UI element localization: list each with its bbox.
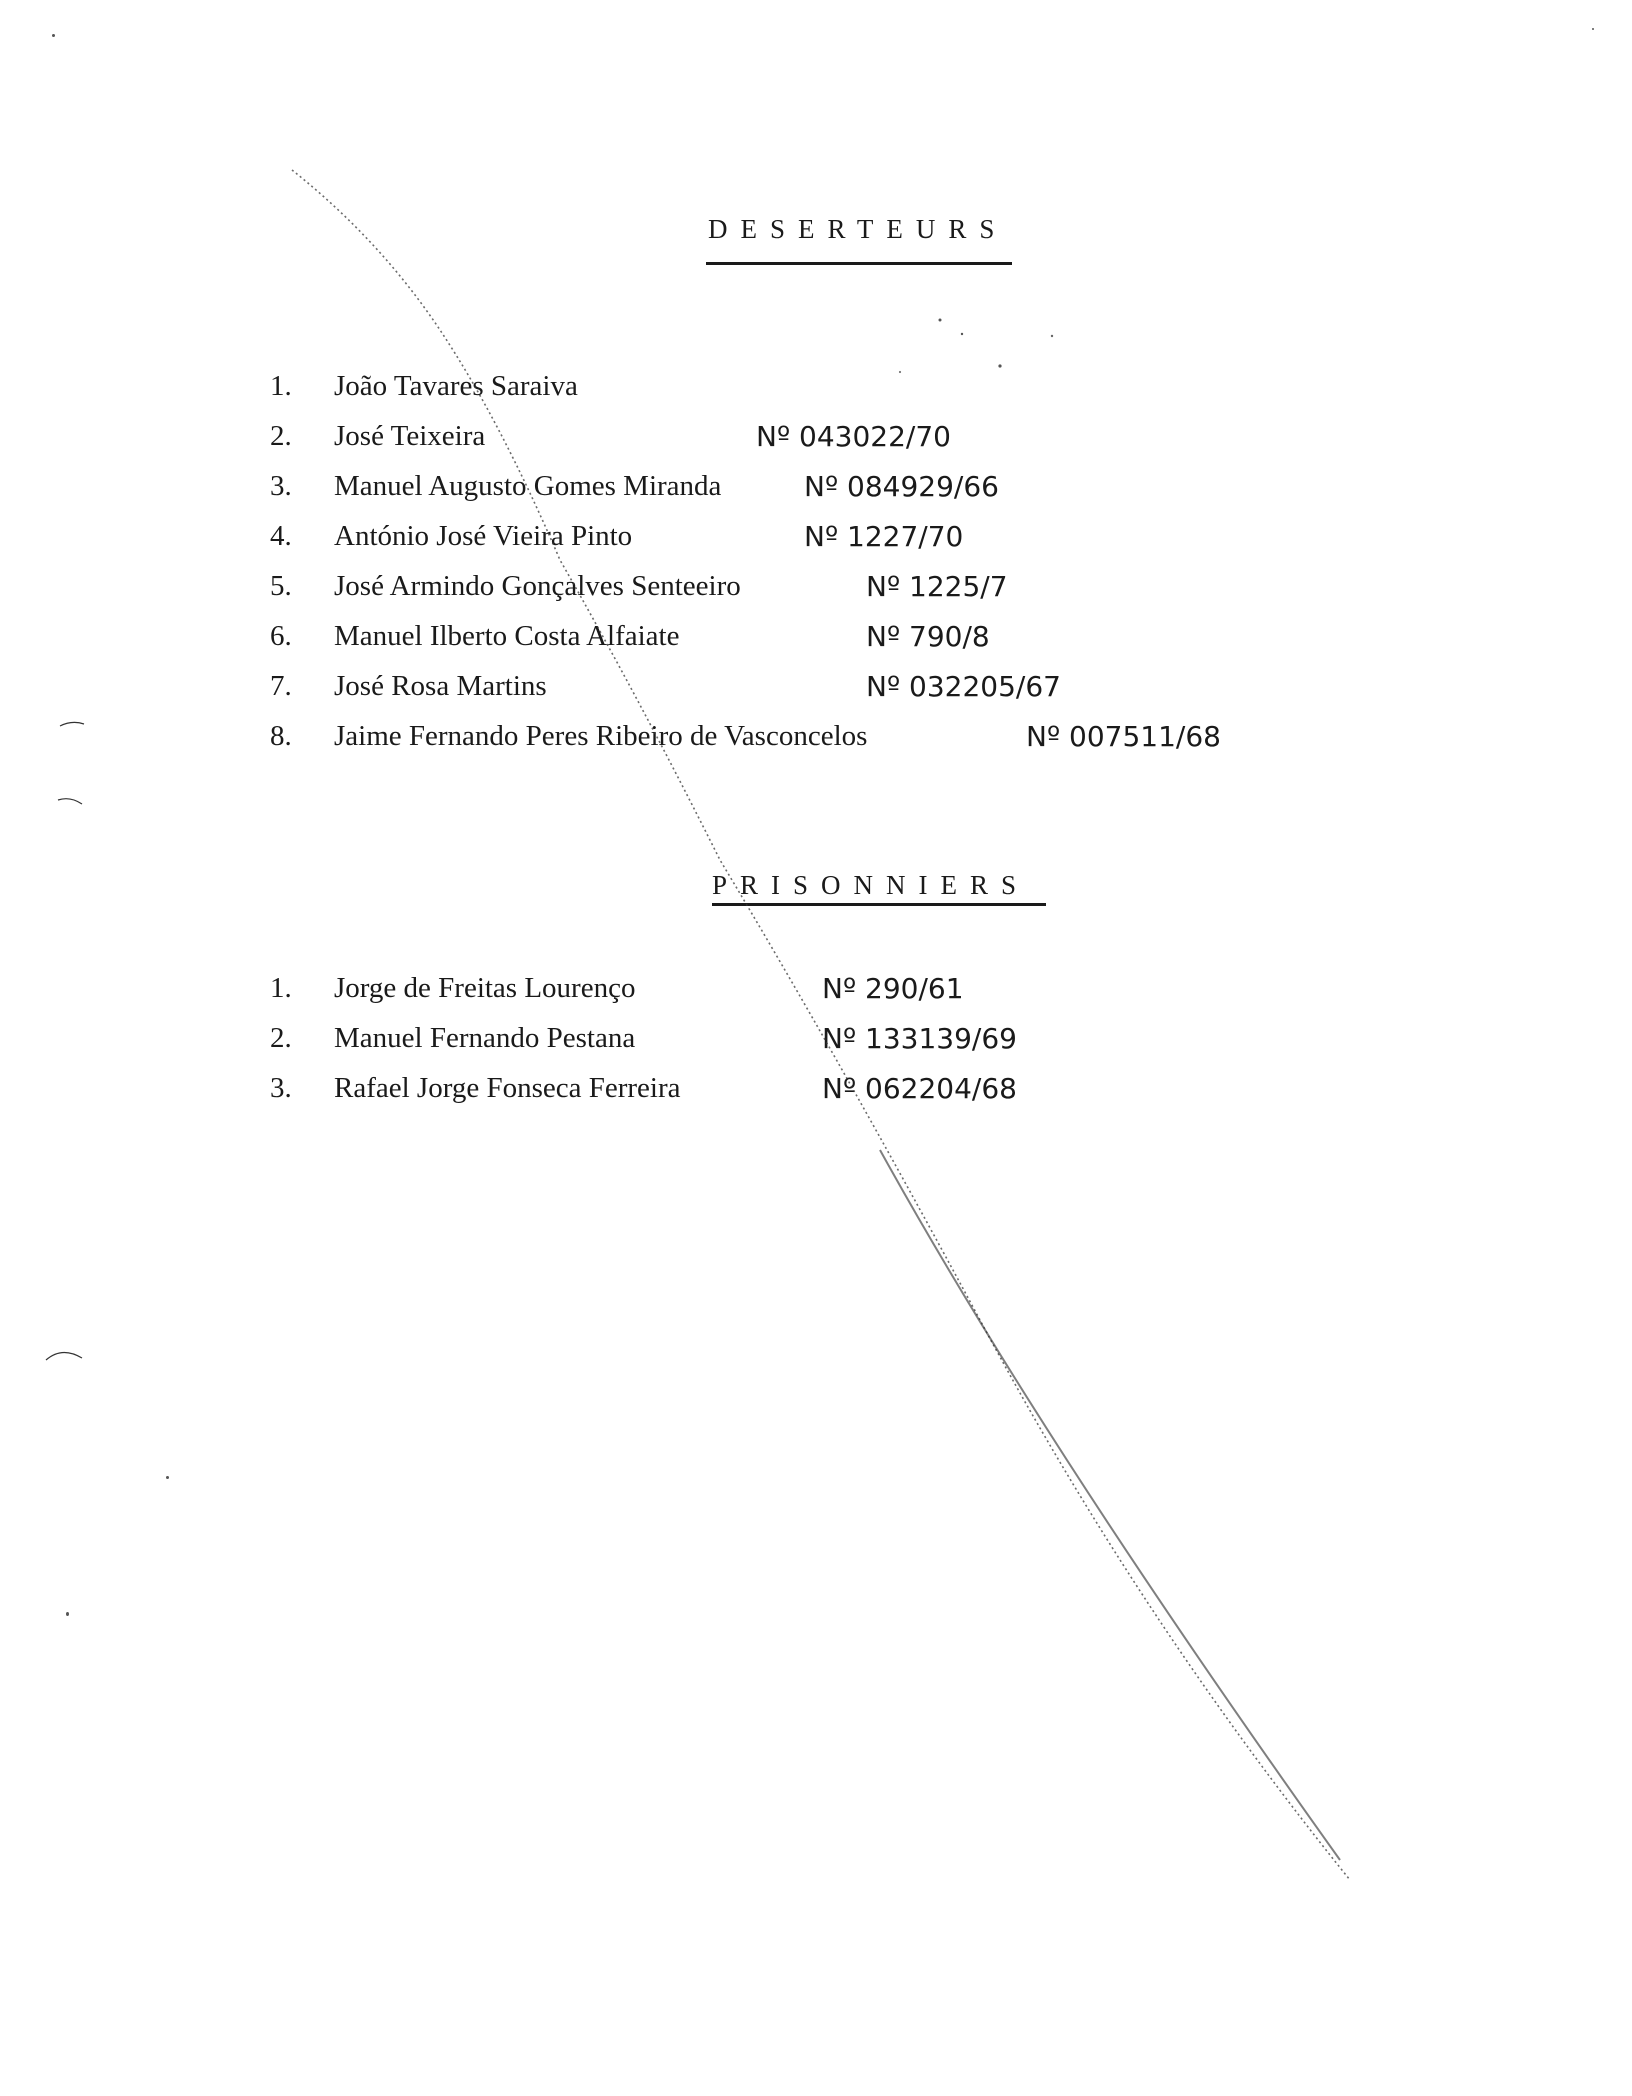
title-underline [706, 262, 1012, 265]
entry-number: 3. [270, 1072, 292, 1104]
list-item [270, 972, 964, 1005]
entry-name: Manuel Augusto Gomes Miranda [334, 470, 722, 502]
scan-speck [66, 1612, 69, 1616]
entry-registration-number: Nº 032205/67 [866, 670, 1061, 703]
entry-number: 7. [270, 670, 292, 702]
list-item [270, 1072, 1017, 1105]
entry-number: 2. [270, 420, 292, 452]
entry-registration-number: Nº 043022/70 [756, 420, 951, 453]
entry-registration-number: Nº 790/8 [866, 620, 990, 653]
entry-registration-number: Nº 007511/68 [1026, 720, 1221, 753]
list-item [270, 570, 1008, 603]
entry-registration-number: Nº 290/61 [822, 972, 964, 1005]
entry-number: 4. [270, 520, 292, 552]
scan-speck [166, 1476, 169, 1479]
entry-name: António José Vieira Pinto [334, 520, 633, 552]
section-title-prisonniers: PRISONNIERS [712, 870, 1030, 900]
entry-name: José Rosa Martins [334, 670, 547, 702]
entry-number: 1. [270, 972, 292, 1004]
entry-name: José Teixeira [334, 420, 486, 452]
list-item [270, 720, 1221, 753]
entry-registration-number: Nº 1227/70 [804, 520, 964, 553]
entry-number: 8. [270, 720, 292, 752]
entry-number: 3. [270, 470, 292, 502]
entry-registration-number: Nº 084929/66 [804, 470, 999, 503]
entry-name: Manuel Fernando Pestana [334, 1022, 636, 1054]
entry-number: 2. [270, 1022, 292, 1054]
entry-name: João Tavares Saraiva [334, 370, 578, 402]
list-item [270, 620, 990, 653]
list-item [270, 420, 951, 453]
list-item [270, 470, 999, 503]
list-item [270, 370, 578, 403]
entry-registration-number: Nº 062204/68 [822, 1072, 1017, 1105]
section-title-deserteurs: DESERTEURS [708, 214, 1008, 244]
entry-name: José Armindo Gonçalves Senteeiro [334, 570, 741, 602]
entry-number: 5. [270, 570, 292, 602]
entry-name: Rafael Jorge Fonseca Ferreira [334, 1072, 681, 1104]
entry-name: Jaime Fernando Peres Ribeiro de Vasconcelos [334, 720, 868, 752]
list-item [270, 670, 1061, 703]
title-underline [712, 903, 1046, 906]
list-item [270, 1022, 1017, 1055]
list-item [270, 520, 964, 553]
entry-registration-number: Nº 1225/7 [866, 570, 1008, 603]
scan-speck [52, 34, 55, 37]
entry-name: Manuel Ilberto Costa Alfaiate [334, 620, 680, 652]
entry-number: 6. [270, 620, 292, 652]
entry-registration-number: Nº 133139/69 [822, 1022, 1017, 1055]
entry-number: 1. [270, 370, 292, 402]
entry-name: Jorge de Freitas Lourenço [334, 972, 636, 1004]
scan-speck [1592, 28, 1594, 30]
